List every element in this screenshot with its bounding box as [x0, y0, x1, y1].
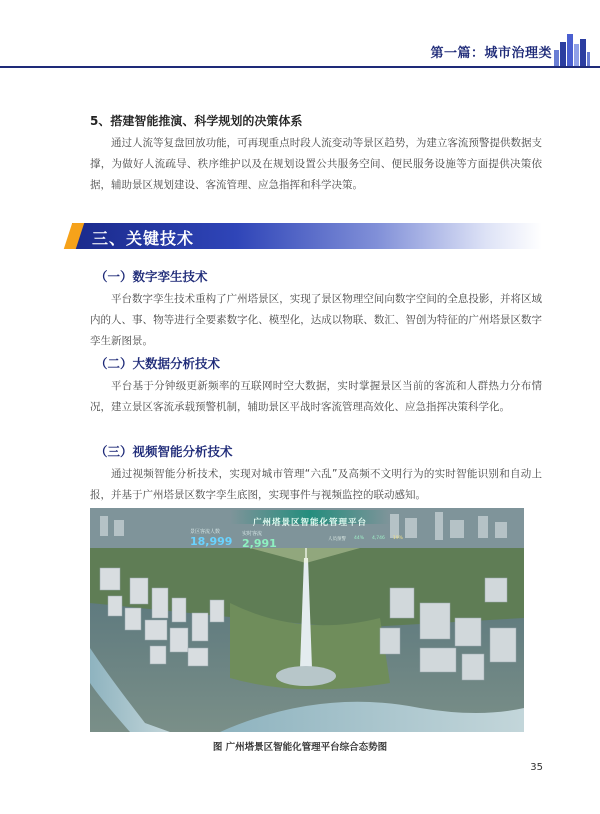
indicator: 4,746 — [372, 536, 385, 541]
section-banner — [72, 223, 542, 249]
indicator: 人员预警 — [328, 537, 346, 542]
city-skyline-icon — [552, 30, 590, 66]
tech-paragraph-3: 通过视频智能分析技术，实现对城市管理“六乱”及高频不文明行为的实时智能识别和自动上报，并基于广州塔景区数字孪生底图，实现事件与视频监控的联动感知。 — [90, 468, 542, 501]
stat-panel-visitors — [190, 528, 232, 548]
tech-paragraph-2: 平台基于分钟级更新频率的互联网时空大数据，实时掌握景区当前的客流和人群热力分布情况，建立景区客流承载预警机制，辅助景区平战时客流管理高效化、应急指挥决策科学化。 — [90, 380, 542, 413]
page-number: 35 — [530, 762, 543, 773]
stat-label: 实时客流 — [242, 531, 263, 537]
stat-value: 18,999 — [190, 535, 233, 548]
mini-indicators — [328, 536, 403, 542]
running-header: 第一篇：城市治理类 — [430, 46, 552, 61]
platform-title: 广州塔景区智能化管理平台 — [252, 518, 367, 528]
tech-heading-3: （三）视频智能分析技术 — [95, 444, 233, 459]
body-paragraph: 通过人流等复盘回放功能，可再现重点时段人流变动等景区趋势，为建立客流预警提供数据支撑，为做好人流疏导、秩序维护以及在规划设置公共服务空间、便民服务设施等方面提供决策依据，辅助景区规划建设、客流管理、应急指挥和科学决策。 — [90, 137, 542, 191]
figure-caption: 图 广州塔景区智能化管理平台综合态势图 — [212, 742, 388, 753]
tech-heading-2: （二）大数据分析技术 — [95, 356, 221, 371]
header-rule — [0, 66, 600, 68]
stat-label: 景区客流人数 — [190, 529, 221, 535]
platform-banner — [230, 510, 390, 528]
indicator: 44% — [354, 536, 365, 541]
tech-paragraph-1: 平台数字孪生技术重构了广州塔景区，实现了景区物理空间向数字空间的全息投影，并将区域内的人、事、物等进行全要素数字化、模型化，达成以物联、数汇、智创为特征的广州塔景区数字孪生新图景。 — [90, 293, 542, 347]
tech-heading-1: （一）数字孪生技术 — [95, 269, 208, 284]
indicator: 19% — [392, 536, 403, 541]
stat-value: 2,991 — [242, 537, 277, 550]
platform-screenshot — [90, 508, 524, 732]
aerial-city-illustration — [90, 508, 524, 732]
section-title: 三、关键技术 — [92, 229, 195, 248]
subsection-heading: 5、搭建智能推演、科学规划的决策体系 — [90, 114, 303, 128]
stat-panel-realtime — [242, 530, 277, 550]
